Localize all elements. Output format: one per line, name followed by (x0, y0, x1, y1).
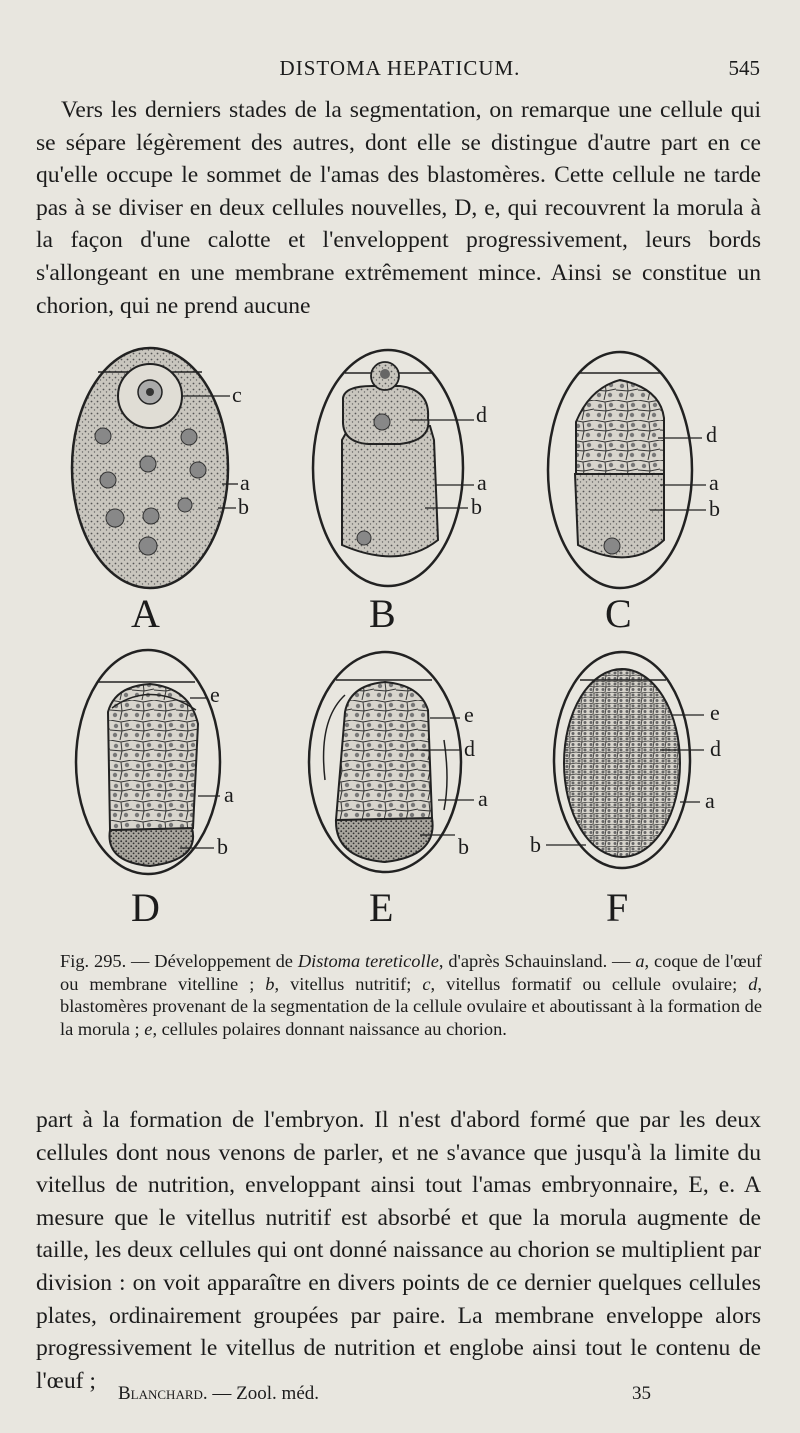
label-d-b: b (217, 834, 228, 859)
panel-letter-b: B (369, 591, 396, 636)
panel-f-drawing (546, 652, 704, 868)
figure-caption (60, 950, 762, 1040)
label-f-d: d (710, 736, 721, 761)
caption-fig-label: Fig. 295. (60, 951, 127, 971)
caption-key-b: b (265, 973, 275, 994)
panel-letter-f: F (606, 885, 629, 930)
caption-text-a: , coque de l'œuf ou membrane vitelline ; (60, 951, 762, 994)
body-paragraph-top (36, 94, 761, 322)
page-footer (0, 1383, 800, 1413)
label-e-d: d (464, 736, 475, 761)
panel-a-drawing (72, 348, 238, 588)
label-f-a: a (705, 788, 715, 813)
footer-signature: 35 (632, 1383, 651, 1404)
label-b-b: b (471, 494, 482, 519)
panel-c-drawing (548, 352, 706, 588)
label-c-a: a (709, 470, 719, 495)
label-e-a: a (478, 786, 488, 811)
label-b-d: d (476, 402, 487, 427)
caption-text-b: , vitellus nutritif; (274, 973, 423, 994)
panel-letter-d: D (131, 885, 160, 930)
body-text-bottom: part à la formation de l'embryon. Il n'est d'abord formé que par les deux cellules dont nous venons de parler, et ne s'avance que jusqu'à la limite du vitellus de nutrition, enveloppant ainsi tout l'amas embryonnaire, E, e. A mesure que le vitellus nutritif est absorbé et que la morula augmente de taille, les deux cellules qui ont donné naissance au chorion se multiplient par division : on voit apparaître en divers points de ce dernier quelques cellules plates, ordinairement groupées par paire. La membrane enveloppe alors progressivement le vitellus de nutrition et englobe ainsi tout le contenu de l'œuf ; (36, 1107, 761, 1394)
label-e-b: b (458, 834, 469, 859)
panel-e-drawing (309, 652, 474, 872)
caption-key-d: d (748, 973, 758, 994)
caption-text-c: , vitellus formatif ou cellule ovulaire; (430, 973, 749, 994)
body-text-top: Vers les derniers stades de la segmentation, on remarque une cellule qui se sépare légèrement des autres, dont elle se distingue d'autre part en ce qu'elle occupe le sommet de l'amas des blastomères. Cette cellule ne tarde pas à se diviser en deux cellules nouvelles, D, e, qui recouvrent la morula à la façon d'une calotte et l'enveloppent progressivement, leurs bords s'allongeant en une membrane extrêmement mince. Ainsi se constitue un chorion, qui ne prend aucune (36, 97, 761, 319)
label-d-e: e (210, 682, 220, 707)
label-a-c: c (232, 382, 242, 407)
running-head (0, 56, 800, 86)
caption-species: Distoma tereticolle (297, 951, 439, 971)
caption-text-e: , cellules polaires donnant naissance au chorion. (152, 1018, 507, 1039)
footer-author: Blanchard. (118, 1383, 208, 1404)
label-b-a: a (477, 470, 487, 495)
label-c-d: d (706, 422, 717, 447)
running-title: DISTOMA HEPATICUM. (279, 56, 521, 80)
caption-key-c: c (422, 973, 431, 994)
label-f-e: e (710, 700, 720, 725)
egg-diagrams (0, 340, 800, 940)
label-a-a: a (240, 470, 250, 495)
panel-b-drawing (313, 350, 474, 586)
panel-letter-c: C (605, 591, 632, 636)
label-a-b: b (238, 494, 249, 519)
footer-work: — Zool. méd. (207, 1383, 320, 1404)
panel-letter-a: A (131, 591, 160, 636)
label-c-b: b (709, 496, 720, 521)
caption-key-e: e (144, 1018, 153, 1039)
figure-295 (0, 340, 800, 940)
page-number: 545 (728, 56, 760, 80)
body-paragraph-bottom (36, 1104, 761, 1397)
caption-after-species: , d'après Schauinsland. — (438, 951, 636, 971)
footer-reference (118, 1383, 319, 1405)
label-e-e: e (464, 702, 474, 727)
caption-lead: — Développement de (126, 951, 298, 971)
caption-key-a: a (635, 951, 645, 971)
label-f-b: b (530, 832, 541, 857)
caption-text-d: , blastomères provenant de la segmentation de la cellule ovulaire et aboutissant à la formation de la morula ; (60, 973, 762, 1039)
panel-letter-e: E (369, 885, 394, 930)
label-d-a: a (224, 782, 234, 807)
panel-d-drawing (76, 650, 220, 874)
